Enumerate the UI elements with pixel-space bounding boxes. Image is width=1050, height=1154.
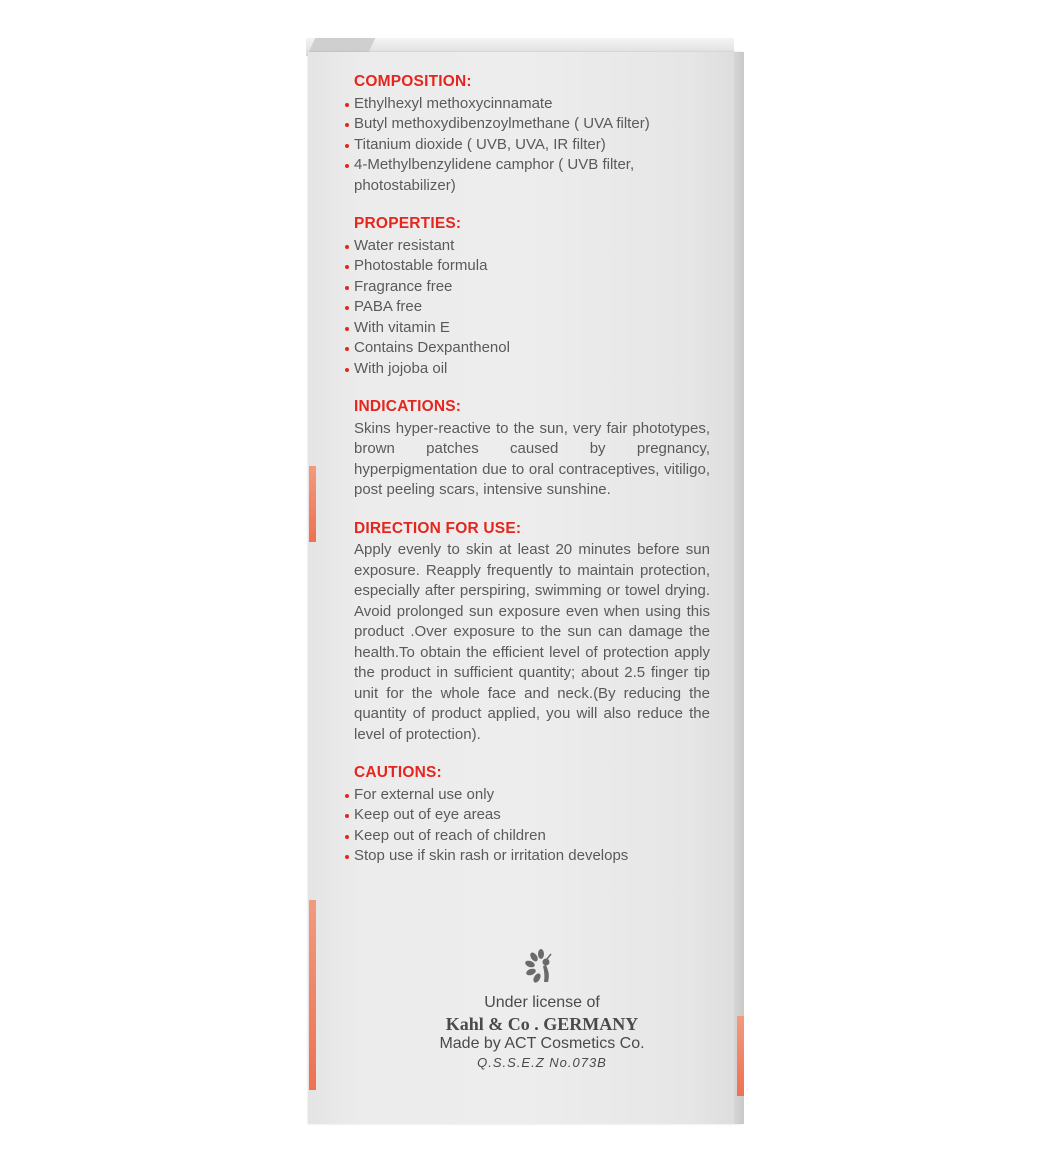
properties-heading: PROPERTIES: <box>354 215 462 232</box>
properties-section <box>346 214 710 379</box>
bullet-icon <box>345 814 349 818</box>
list-item-text: Water resistant <box>354 236 455 254</box>
orange-edge-left <box>309 466 316 542</box>
composition-heading: COMPOSITION: <box>354 73 472 90</box>
indications-heading: INDICATIONS: <box>354 398 462 415</box>
label-text <box>346 72 710 885</box>
list-item <box>346 256 710 277</box>
direction-text: Apply evenly to skin at least 20 minutes before sun exposure. Reapply frequently to maintain protection, especially after perspiring, swimming or towel drying. Avoid prolonged sun exposure even when using this product .Over exposure to the sun can damage the health.To obtain the efficient level of protection apply the product in sufficient quantity; about 2.5 finger tip unit for the whole face and neck.(By reducing the quantity of product applied, you will also reduce the level of protection). <box>354 541 710 743</box>
direction-heading: DIRECTION FOR USE: <box>354 519 522 537</box>
bullet-icon <box>345 245 349 249</box>
list-item <box>346 277 710 298</box>
maker-text: Made by ACT Cosmetics Co. <box>439 1035 645 1052</box>
box-side-edge <box>734 52 744 1124</box>
bullet-icon <box>345 794 349 798</box>
box-top-tab <box>309 38 376 52</box>
bullet-icon <box>345 123 349 127</box>
footer <box>420 948 664 1070</box>
bullet-icon <box>345 144 349 148</box>
orange-edge-right <box>737 1016 744 1096</box>
list-item-text: Ethylhexyl methoxycinnamate <box>354 94 553 112</box>
list-item <box>346 826 710 847</box>
list-item <box>346 785 710 806</box>
bullet-icon <box>345 368 349 372</box>
indications-section <box>346 397 710 501</box>
list-item-text: Keep out of eye areas <box>354 806 501 823</box>
cautions-list <box>346 785 710 867</box>
properties-list <box>346 236 710 380</box>
peacock-logo-icon <box>524 948 560 986</box>
list-item-text: For external use only <box>354 785 495 803</box>
license-text: Under license of <box>484 994 600 1011</box>
bullet-icon <box>345 306 349 310</box>
list-item-text: 4-Methylbenzylidene camphor ( UVB filter, photostabilizer) <box>354 156 635 194</box>
code-text: Q.S.S.E.Z No.073B <box>477 1055 607 1070</box>
orange-edge-left-bottom <box>309 900 316 1090</box>
cautions-section <box>346 763 710 867</box>
cautions-heading: CAUTIONS: <box>354 764 442 781</box>
composition-list <box>346 94 710 197</box>
list-item <box>346 359 710 380</box>
list-item <box>346 338 710 359</box>
list-item <box>346 805 710 826</box>
list-item-text: Keep out of reach of children <box>354 826 546 844</box>
bullet-icon <box>345 855 349 859</box>
bullet-icon <box>345 265 349 269</box>
list-item <box>346 297 710 318</box>
list-item-text: Photostable formula <box>354 257 488 274</box>
list-item-text: With vitamin E <box>354 318 450 336</box>
list-item <box>346 846 710 867</box>
list-item-text: Stop use if skin rash or irritation develops <box>354 847 629 864</box>
bullet-icon <box>345 327 349 331</box>
bullet-icon <box>345 164 349 168</box>
list-item-text: Butyl methoxydibenzoylmethane ( UVA filter) <box>354 115 650 132</box>
company-text: Kahl & Co . GERMANY <box>445 1014 639 1034</box>
list-item <box>346 236 710 257</box>
bullet-icon <box>345 835 349 839</box>
indications-text: Skins hyper-reactive to the sun, very fair phototypes, brown patches caused by pregnancy, hyperpigmentation due to oral contraceptives, vitiligo, post peeling scars, intensive sunshine. <box>354 419 710 498</box>
list-item <box>346 318 710 339</box>
bullet-icon <box>345 286 349 290</box>
list-item-text: PABA free <box>354 298 423 315</box>
list-item <box>346 94 710 115</box>
list-item-text: Fragrance free <box>354 277 453 295</box>
list-item-text: Contains Dexpanthenol <box>354 339 510 356</box>
direction-section <box>346 519 710 746</box>
list-item <box>346 114 710 135</box>
bullet-icon <box>345 103 349 107</box>
composition-section <box>346 72 710 196</box>
bullet-icon <box>345 347 349 351</box>
list-item-text: With jojoba oil <box>354 359 448 377</box>
list-item <box>346 155 710 196</box>
list-item-text: Titanium dioxide ( UVB, UVA, IR filter) <box>354 135 606 153</box>
list-item <box>346 135 710 156</box>
